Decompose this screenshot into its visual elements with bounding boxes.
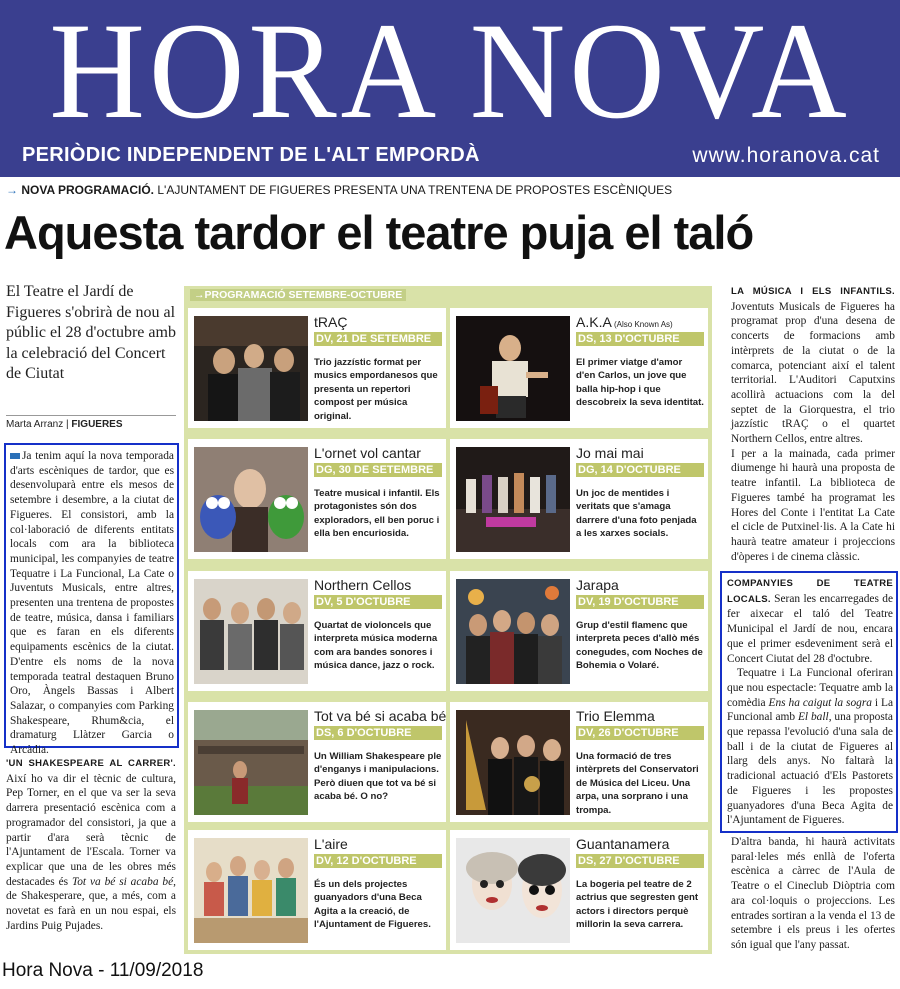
left-subhead: 'UN SHAKESPEARE AL CARRER'. xyxy=(6,758,176,769)
event-card-trio-elemma xyxy=(450,702,708,822)
left-rest-text-1: Així ho va dir el tècnic de cultura, Pep Torner, en el que va ser la seva darrera presentació escènica com a programador del consistori, ja que a partir d'ara serà tècnic de l'Ajuntament de l'Escala. Torner va explicar que una de les obres més destacades és xyxy=(6,772,176,888)
right-box-subhead: COMPANYIES DE TEATRE LOCALS. xyxy=(727,578,893,605)
event-card-jo-mai-mai xyxy=(450,439,708,559)
event-title: Jarapa xyxy=(576,577,619,593)
event-photo xyxy=(456,579,570,684)
right-column-rest: D'altra banda, hi haurà activitats paral·leles més enllà de l'oferta escènica a càrrec de l'Aula de Teatre o el Cineclub Diòptria com ara col·loquis o projeccions. Les entrades sortiran a la venda el 13 de setembre i els preus i les ofertes són igual que l'any passat. xyxy=(731,836,895,951)
event-date: DV, 12 D'OCTUBRE xyxy=(314,854,442,868)
event-title: tRAÇ xyxy=(314,314,348,330)
arrow-right-icon: → xyxy=(6,183,22,197)
event-card-guantanamera xyxy=(450,830,708,950)
event-card-jarapa xyxy=(450,571,708,691)
event-description: El primer viatge d'amor d'en Carlos, un jove que balla hip-hop i que descobreix la seva identitat. xyxy=(576,357,704,409)
event-description: Trio jazzístic format per musics empordanesos que presenta un repertori compost per música original. xyxy=(314,357,438,422)
event-title: Northern Cellos xyxy=(314,577,412,593)
event-description: És un dels projectes guanyadors d'una Beca Agita a la creació, de l'Ajuntament de Figueres. xyxy=(314,879,431,931)
article-headline: Aquesta tardor el teatre puja el taló xyxy=(4,206,754,259)
event-description: Un joc de mentides i veritats que s'amaga darrere d'una foto penjada a les xarxes socials. xyxy=(576,488,697,540)
right-box-paragraph-2: Tequatre i La Funcional oferiran que nou espectacle: Tequatre amb la comèdia Ens ha caigut la sogra i La Funcional amb El ball, una proposta que repassa l'evolució d'una sala de ball i de la ciutat de Figueres al llarg dels anys. No faltarà la tradicional actuació d'Els Pastorets de Figueres i les propostes guanyadores d'una Beca Agita de l'Ajuntament de Figueres. xyxy=(727,667,894,827)
left-box-text: Ja tenim aquí la nova temporada d'arts escèniques de tardor, que es desenvoluparà entre els mesos de setembre i desembre, a la ciutat de Figueres. El consistori, amb la col·laboració de diferents entitats locals com ara la biblioteca municipal, les companyies de teatre Tequatre i La Funcional, La Cate o Juventuts Musicals, entre altres, presenten una trentena de propostes de teatre, música, dansa i familiars que es faran en els diferents equipaments escènics de la ciutat. D'entre els noms de la nova temporada teatral destaquen Bruno Oro, Àngels Bassas i Albert Salazar, o companyies com Parking Shakespeare, Rhum&cia, el dramaturg Llàtzer Garcia o Arcàdia. xyxy=(10,450,174,757)
event-date: DV, 19 D'OCTUBRE xyxy=(576,595,704,609)
newspaper-website: www.horanova.cat xyxy=(692,144,880,167)
event-date: DG, 30 DE SETEMBRE xyxy=(314,463,442,477)
event-photo xyxy=(456,447,570,552)
event-date: DV, 21 DE SETEMBRE xyxy=(314,332,442,346)
highlight-box-left xyxy=(4,443,179,757)
event-card-aka xyxy=(450,308,708,428)
event-photo xyxy=(194,710,308,815)
kicker xyxy=(6,183,896,197)
right-paragraph-2: I per a la mainada, cada primer diumenge hi haurà una proposta de teatre infantil. La biblioteca de Figueres també ha programat les Hores del Conte i l'entitat La Cate el cicle de Putxinel·lis. A la Cate hi haurà teatre amateur i projeccions d'òperes i de cinema clàssic. xyxy=(731,447,895,563)
event-date: DV, 26 D'OCTUBRE xyxy=(576,726,704,740)
masthead xyxy=(0,0,900,177)
event-description: Quartat de violoncels que interpreta música moderna com ara bandes sonores i música dance, jazz o rock. xyxy=(314,620,438,672)
event-photo xyxy=(194,316,308,421)
event-date: DS, 27 D'OCTUBRE xyxy=(576,854,704,868)
left-column-text xyxy=(6,756,176,933)
event-description: La bogeria pel teatre de 2 actrius que segresten gent actors i directors perquè millorin la seva carrera. xyxy=(576,879,699,931)
kicker-section: NOVA PROGRAMACIÓ. xyxy=(21,183,155,197)
event-date: DS, 6 D'OCTUBRE xyxy=(314,726,442,740)
event-photo xyxy=(194,447,308,552)
right-paragraph-1: LA MÚSICA I ELS INFANTILS. Joventuts Musicals de Figueres ha programat prop d'una desena de concerts de formacions amb intèrprets de la ciutat o de la comarca, potenciant així el talent territorial. L'Auditori Caputxins acollirà actuacions com la del septet de la Giorquestra, el trio jazzístic tRAÇ o el quartet Northern Cellos, entre altres. xyxy=(731,286,895,446)
event-title: L'aire xyxy=(314,836,348,852)
event-description: Una formació de tres intèrprets del Conservatori de Música del Liceu. Una arpa, una sorprano i una trompa. xyxy=(576,751,699,816)
highlight-box-right xyxy=(720,571,898,833)
square-bullet-icon xyxy=(10,453,20,459)
clipping-caption: Hora Nova - 11/09/2018 xyxy=(2,960,204,981)
event-card-northern-cellos xyxy=(188,571,446,691)
byline: Marta Arranz | FIGUERES xyxy=(6,415,176,430)
event-date: DS, 13 D'OCTUBRE xyxy=(576,332,704,346)
event-photo xyxy=(194,838,308,943)
event-title: Guantanamera xyxy=(576,836,670,852)
event-description: Teatre musical i infantil. Els protagonistes són dos exploradors, ell ben poruc i ella ben encuriosida. xyxy=(314,488,440,540)
event-date: DG, 14 D'OCTUBRE xyxy=(576,463,704,477)
programme-header xyxy=(184,286,712,302)
event-date: DV, 5 D'OCTUBRE xyxy=(314,595,442,609)
event-title: Jo mai mai xyxy=(576,445,644,461)
programme-box xyxy=(184,286,712,954)
event-photo xyxy=(194,579,308,684)
event-card-lornet xyxy=(188,439,446,559)
event-title: Trio Elemma xyxy=(576,708,655,724)
article-lead: El Teatre el Jardí de Figueres s'obrirà de nou al públic el 28 d'octubre amb la celebració del Concert de Ciutat xyxy=(6,283,176,382)
right-box-paragraph-1: COMPANYIES DE TEATRE LOCALS. Seran les encarregades de fer aixecar el taló del Teatre Municipal el Jardí de nou, encara que el primer esdeveniment serà el Concert Ciutat del 28 d'octubre. xyxy=(727,578,893,665)
event-card-trac xyxy=(188,308,446,428)
kicker-text: L'AJUNTAMENT DE FIGUERES PRESENTA UNA TRENTENA DE PROPOSTES ESCÈNIQUES xyxy=(154,183,673,197)
event-description: Grup d'estil flamenc que interpreta peces d'allò més conegudes, com Noches de Bohemia o Volaré. xyxy=(576,620,703,672)
event-card-laire xyxy=(188,830,446,950)
right-column-top xyxy=(731,284,895,564)
left-rest-italic: Tot va bé si acaba bé xyxy=(71,875,174,888)
newspaper-title: HORA NOVA xyxy=(49,0,851,147)
right-subhead-1: LA MÚSICA I ELS INFANTILS. xyxy=(731,286,895,297)
event-title: L'ornet vol cantar xyxy=(314,445,421,461)
event-description: Un William Shakespeare ple d'enganys i manipulacions. Però diuen que tot va bé si acaba bé. O no? xyxy=(314,751,442,803)
event-photo xyxy=(456,838,570,943)
byline-section: FIGUERES xyxy=(71,419,123,430)
event-photo xyxy=(456,316,570,421)
byline-author: Marta Arranz xyxy=(6,419,64,430)
newspaper-subtitle: PERIÒDIC INDEPENDENT DE L'ALT EMPORDÀ xyxy=(22,144,480,166)
event-title: A.K.A (Also Known As) xyxy=(576,314,673,330)
event-card-tot-va-be xyxy=(188,702,446,822)
event-title: Tot va bé si acaba bé xyxy=(314,708,447,724)
event-photo xyxy=(456,710,570,815)
programme-title: →PROGRAMACIÓ SETEMBRE-OCTUBRE xyxy=(190,289,406,301)
left-rest-text-2: , de Shakesperare, que, a més, com a novetat es farà en un nou espai, els Jardins Puig Pujades. xyxy=(6,875,176,932)
